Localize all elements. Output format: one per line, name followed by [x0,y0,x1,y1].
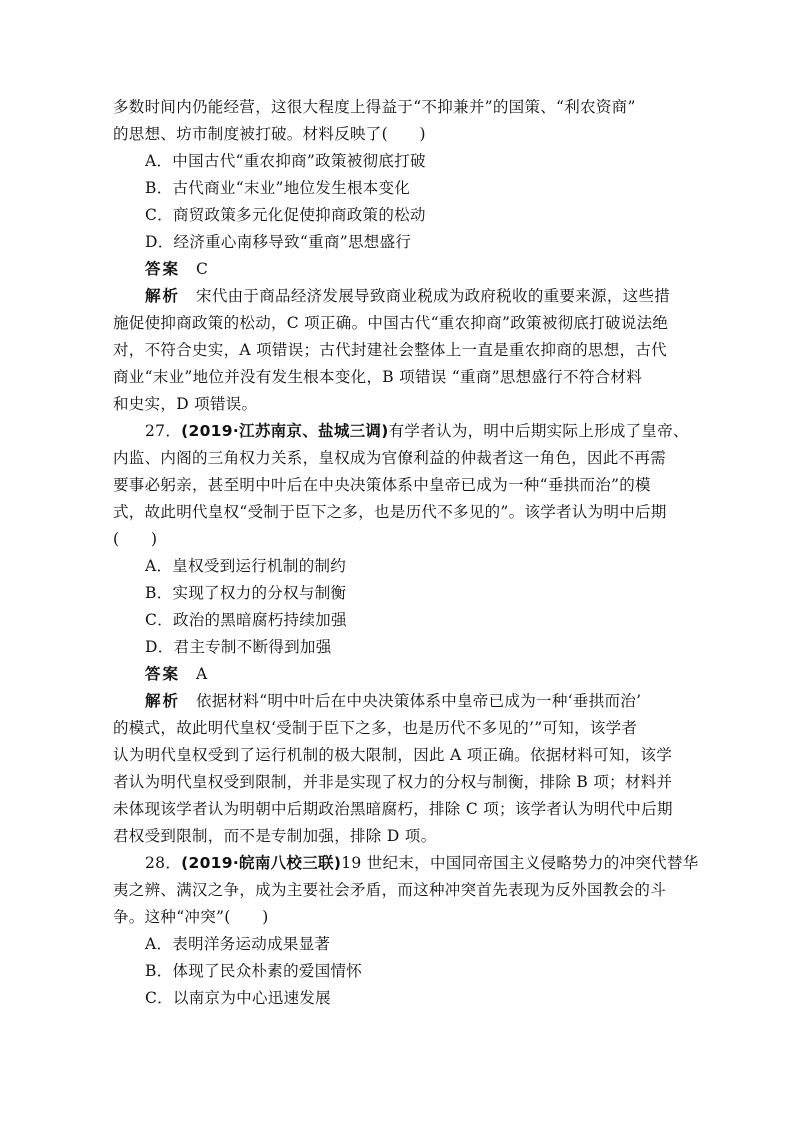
stem-text: 19 世纪末，中国同帝国主义侵略势力的冲突代替华 [341,854,699,872]
q28-option-b: B．体现了民众朴素的爱国情怀 [145,962,363,980]
q26-option-b: B．古代商业“末业”地位发生根本变化 [145,179,411,197]
analysis-text: 宋代由于商品经济发展导致商业税成为政府税收的重要来源，这些措 [196,287,671,305]
q26-answer [145,259,208,279]
q28-option-c: C．以南京为中心迅速发展 [145,989,331,1007]
q27-analysis-line: 认为明代皇权受到了运行机制的极大限制，因此 A 项正确。依据材料可知，该学 [113,746,673,764]
q27-option-c: C．政治的黑暗腐朽持续加强 [145,611,347,629]
q27-answer [145,664,208,684]
q28-stem-first [145,853,699,873]
q27-analysis-line: 君权受到限制，而不是专制加强，排除 D 项。 [113,827,437,845]
q26-analysis-line: 施促使抑商政策的松动，C 项正确。中国古代“重农抑商”政策被彻底打破说法绝 [113,314,669,332]
q26-analysis-line: 商业“末业”地位并没有发生根本变化，B 项错误 “重商”思想盛行不符合材料 [113,368,643,386]
q27-option-d: D．君主专制不断得到加强 [145,638,332,656]
analysis-label: 解析 [145,287,181,305]
question-number: 27． [145,422,182,440]
q27-analysis-first [145,691,641,711]
q27-stem-line: 内监、内阁的三角权力关系，皇权成为官僚利益的仲裁者这一角色，因此不再需 [113,449,667,467]
analysis-text: 依据材料“明中叶后在中央决策体系中皇帝已成为一种‘垂拱而治’ [196,692,642,710]
q26-option-d: D．经济重心南移导致“重商”思想盛行 [145,233,412,251]
question-number: 28． [145,854,182,872]
answer-value: A [196,665,208,683]
q27-stem-line: ( ) [113,530,158,548]
answer-label: 答案 [145,665,181,683]
q27-option-a: A．皇权受到运行机制的制约 [145,557,347,575]
stem-text: 有学者认为，明中后期实际上形成了皇帝、 [388,422,689,440]
q28-option-a: A．表明洋务运动成果显著 [145,935,331,953]
q27-option-b: B．实现了权力的分权与制衡 [145,584,347,602]
q27-analysis-line: 未体现该学者认为明朝中后期政治黑暗腐朽，排除 C 项；该学者认为明代中后期 [113,800,673,818]
q26-analysis-line: 和史实，D 项错误。 [113,395,258,413]
q26-stem-line: 的思想、坊市制度被打破。材料反映了( ) [113,125,426,143]
q26-option-c: C．商贸政策多元化促使抑商政策的松动 [145,206,426,224]
analysis-label: 解析 [145,692,181,710]
q26-option-a: A．中国古代“重农抑商”政策被彻底打破 [145,152,426,170]
q27-stem-line: 式，故此明代皇权“受制于臣下之多，也是历代不多见的”。该学者认为明中后期 [113,503,667,521]
q28-stem-line: 争。这种“冲突”( ) [113,908,269,926]
q27-analysis-line: 者认为明代皇权受到限制，并非是实现了权力的分权与制衡，排除 B 项；材料并 [113,773,673,791]
q27-analysis-line: 的模式，故此明代皇权‘受制于臣下之多，也是历代不多见的’”可知，该学者 [113,719,638,737]
q27-stem-first [145,421,689,441]
q26-stem-line: 多数时间内仍能经营，这很大程度上得益于“不抑兼并”的国策、“利农资商” [113,98,636,116]
q26-analysis-first [145,286,670,306]
q26-analysis-line: 对，不符合史实，A 项错误；古代封建社会整体上一直是重农抑商的思想，古代 [113,341,667,359]
question-source: (2019·皖南八校三联) [181,854,342,872]
question-source: (2019·江苏南京、盐城三调) [181,422,389,440]
answer-label: 答案 [145,260,181,278]
q27-stem-line: 要事必躬亲，甚至明中叶后在中央决策体系中皇帝已成为一种“垂拱而治”的模 [113,476,651,494]
answer-value: C [196,260,209,278]
q28-stem-line: 夷之辨、满汉之争，成为主要社会矛盾，而这种冲突首先表现为反外国教会的斗 [113,881,667,899]
